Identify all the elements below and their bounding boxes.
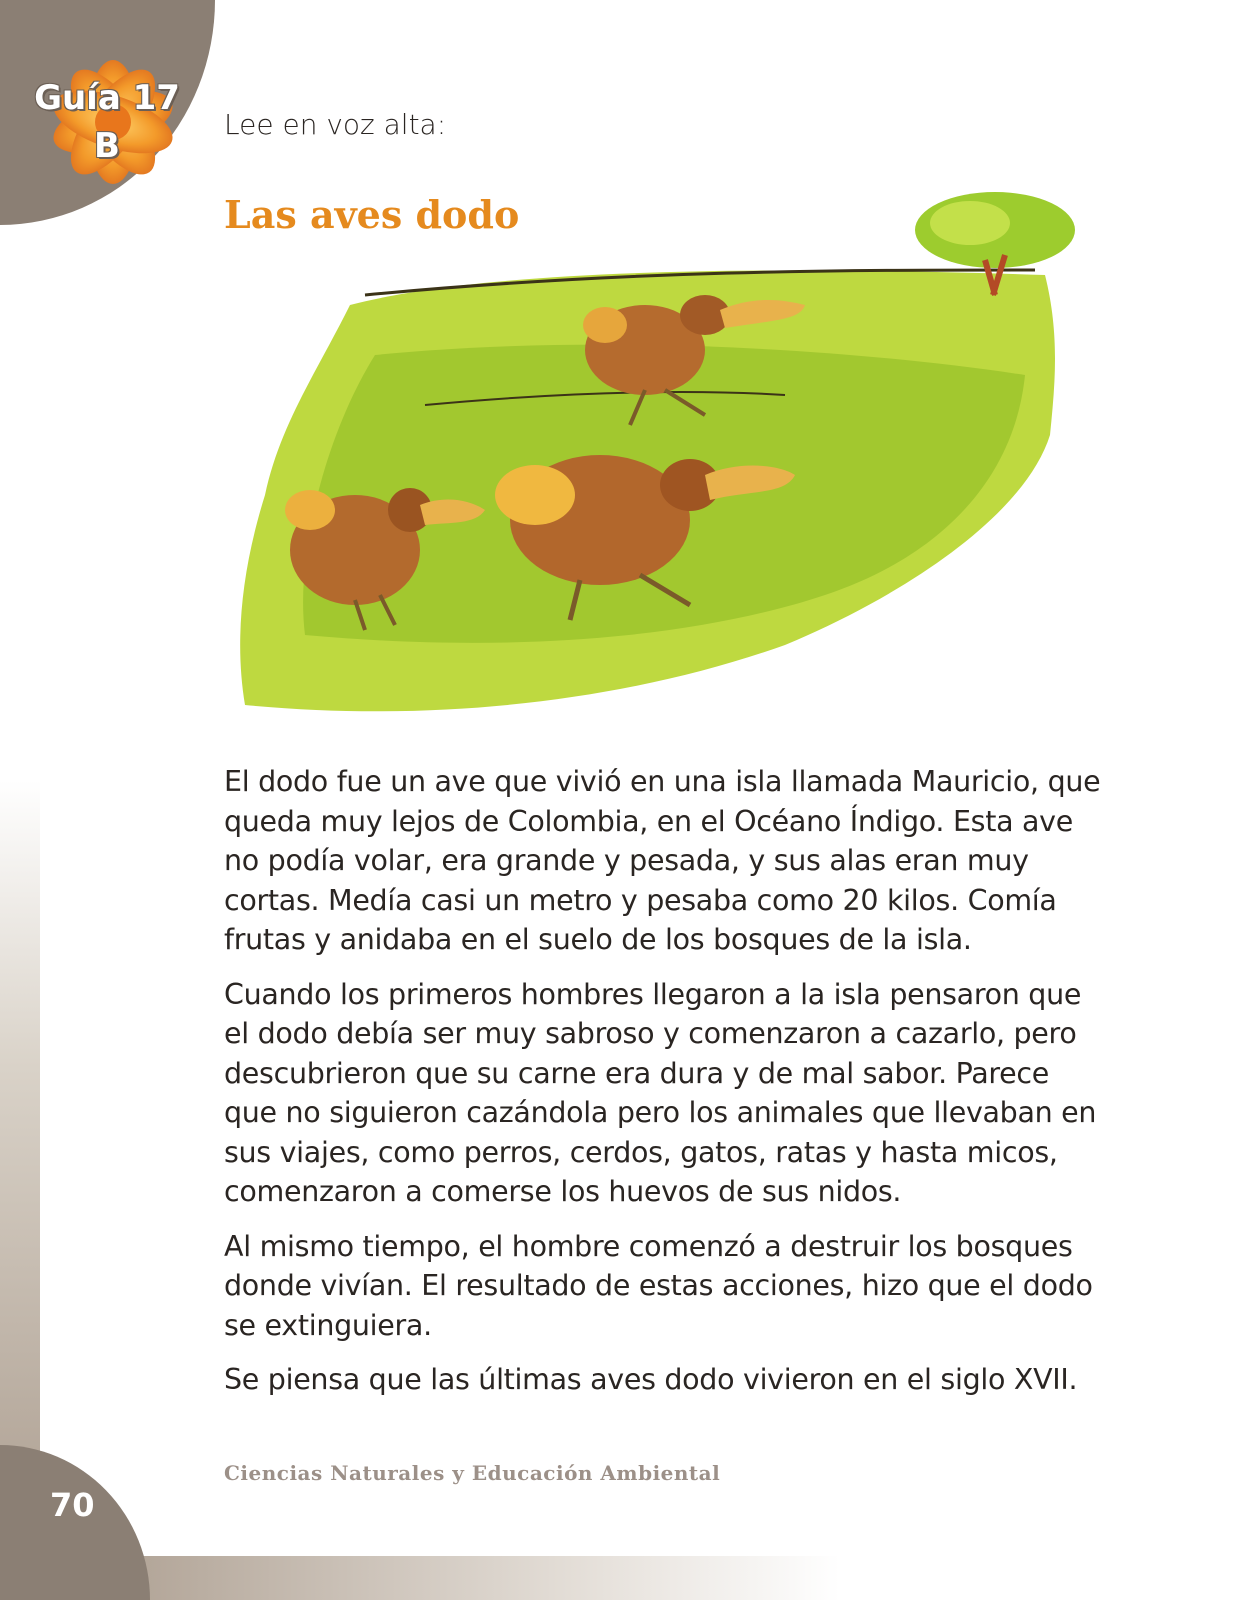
guide-label xyxy=(32,74,182,170)
footer-subject: Ciencias Naturales y Educación Ambiental xyxy=(224,1461,721,1485)
paragraph: Cuando los primeros hombres llegaron a la isla pensaron que el dodo debía ser muy sabroso y comenzaron a cazarlo, pero descubrieron que su carne era dura y de mal sabor. Parece que no siguieron cazándola pero los animales que llevaban en sus viajes, como perros, cerdos, gatos, ratas y hasta micos, comenzaron a comerse los huevos de sus nidos. xyxy=(224,977,1097,1208)
page-number: 70 xyxy=(50,1486,95,1524)
dodo-birds-illustration xyxy=(225,175,1075,740)
page-title: Las aves dodo xyxy=(224,192,520,237)
reading-text xyxy=(224,762,1104,1415)
guide-letter: B xyxy=(94,126,120,166)
guide-number: Guía 17 xyxy=(34,78,180,118)
bottom-gradient-band xyxy=(140,1556,840,1600)
paragraph: El dodo fue un ave que vivió en una isla llamada Mauricio, que queda muy lejos de Colombia, en el Océano Índigo. Esta ave no podía volar, era grande y pesada, y sus alas eran muy cortas. Medía casi un metro y pesaba como 20 kilos. Comía frutas y anidaba en el suelo de los bosques de la isla. xyxy=(224,765,1101,956)
instruction-text: Lee en voz alta: xyxy=(224,108,447,141)
paragraph: Al mismo tiempo, el hombre comenzó a destruir los bosques donde vivían. El resultado de estas acciones, hizo que el dodo se extinguiera. xyxy=(224,1229,1093,1342)
paragraph: Se piensa que las últimas aves dodo vivieron en el siglo XVII. xyxy=(224,1363,1078,1396)
